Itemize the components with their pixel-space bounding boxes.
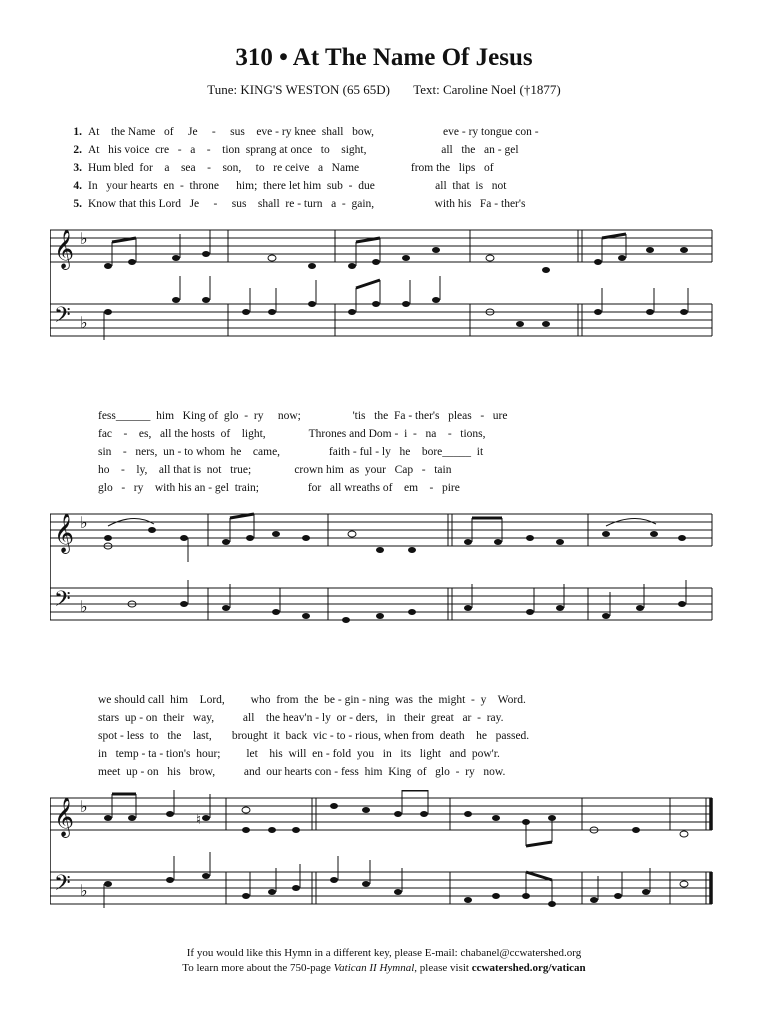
verse-line: meet up - on his brow, and our hearts con - fess him King of glo - ry now. xyxy=(98,766,506,778)
treble-clef-icon: 𝄞 xyxy=(54,231,75,268)
system-2-score xyxy=(50,506,715,626)
verse-line: spot - less to the last, brought it back vic - to - rious, when from death he passed. xyxy=(98,730,530,742)
flat-icon: ♭ xyxy=(80,231,88,248)
system-3-score xyxy=(50,790,715,910)
website-link[interactable]: ccwatershed.org/vatican xyxy=(471,962,586,974)
treble-clef-icon: 𝄞 xyxy=(54,799,75,836)
verse-line: fac - es, all the hosts of light, Thrones and Dom - i - na - tions, xyxy=(98,428,486,440)
flat-icon: ♭ xyxy=(80,515,88,532)
system-2-lyrics xyxy=(64,410,714,500)
hymn-subtitle xyxy=(0,82,768,98)
verse-line: in temp - ta - tion's hour; let his will en - fold you in its light and pow'r. xyxy=(98,748,500,760)
footer-key-request: If you would like this Hymn in a different key, please E-mail: chabanel@ccwatershed.org xyxy=(186,947,582,959)
verse-line: fess______ him King of glo - ry now; 'tis the Fa - ther's pleas - ure xyxy=(98,410,508,422)
verse-line: 4. In your hearts en - throne him; there let him sub - due all that is not xyxy=(73,180,507,192)
verse-line: sin - ners, un - to whom he came, faith - ful - ly he bore_____ it xyxy=(98,446,484,458)
text-credit: Text: Caroline Noel (†1877) xyxy=(413,82,561,97)
tune-credit: Tune: KING'S WESTON (65 65D) xyxy=(207,82,390,97)
system-1-score xyxy=(50,222,715,352)
bass-clef-icon: 𝄢 xyxy=(54,871,71,900)
flat-icon: ♭ xyxy=(80,799,88,816)
treble-clef-icon: 𝄞 xyxy=(54,515,75,552)
flat-icon: ♭ xyxy=(80,883,88,900)
verse-line: 3. Hum bled for a sea - son, to re ceive a Name from the lips of xyxy=(73,162,494,174)
verse-line: stars up - on their way, all the heav'n - ly or - ders, in their great ar - ray. xyxy=(98,712,504,724)
bass-clef-icon: 𝄢 xyxy=(54,303,71,332)
footer-more-info: To learn more about the 750-page Vatican II Hymnal, please visit ccwatershed.org/vatican xyxy=(182,962,586,974)
verse-line: ho - ly, all that is not true; crown him as your Cap - tain xyxy=(98,464,452,476)
natural-icon: ♮ xyxy=(196,813,202,828)
flat-icon: ♭ xyxy=(80,599,88,616)
verse-line: 2. At his voice cre - a - tion sprang at once to sight, all the an - gel xyxy=(73,144,519,156)
system-3-lyrics xyxy=(64,694,714,784)
verse-line: 1. At the Name of Je - sus eve - ry knee shall bow, eve - ry tongue con - xyxy=(73,126,539,138)
bass-clef-icon: 𝄢 xyxy=(54,587,71,616)
verse-line: glo - ry with his an - gel train; for all wreaths of em - pire xyxy=(98,482,460,494)
hymn-title: 310 • At The Name Of Jesus xyxy=(235,44,533,71)
verse-line: 5. Know that this Lord Je - sus shall re - turn a - gain, with his Fa - ther's xyxy=(73,198,526,210)
footer xyxy=(0,946,768,976)
system-1-lyrics xyxy=(64,126,714,216)
flat-icon: ♭ xyxy=(80,315,88,332)
verse-line: we should call him Lord, who from the be - gin - ning was the might - y Word. xyxy=(98,694,526,706)
